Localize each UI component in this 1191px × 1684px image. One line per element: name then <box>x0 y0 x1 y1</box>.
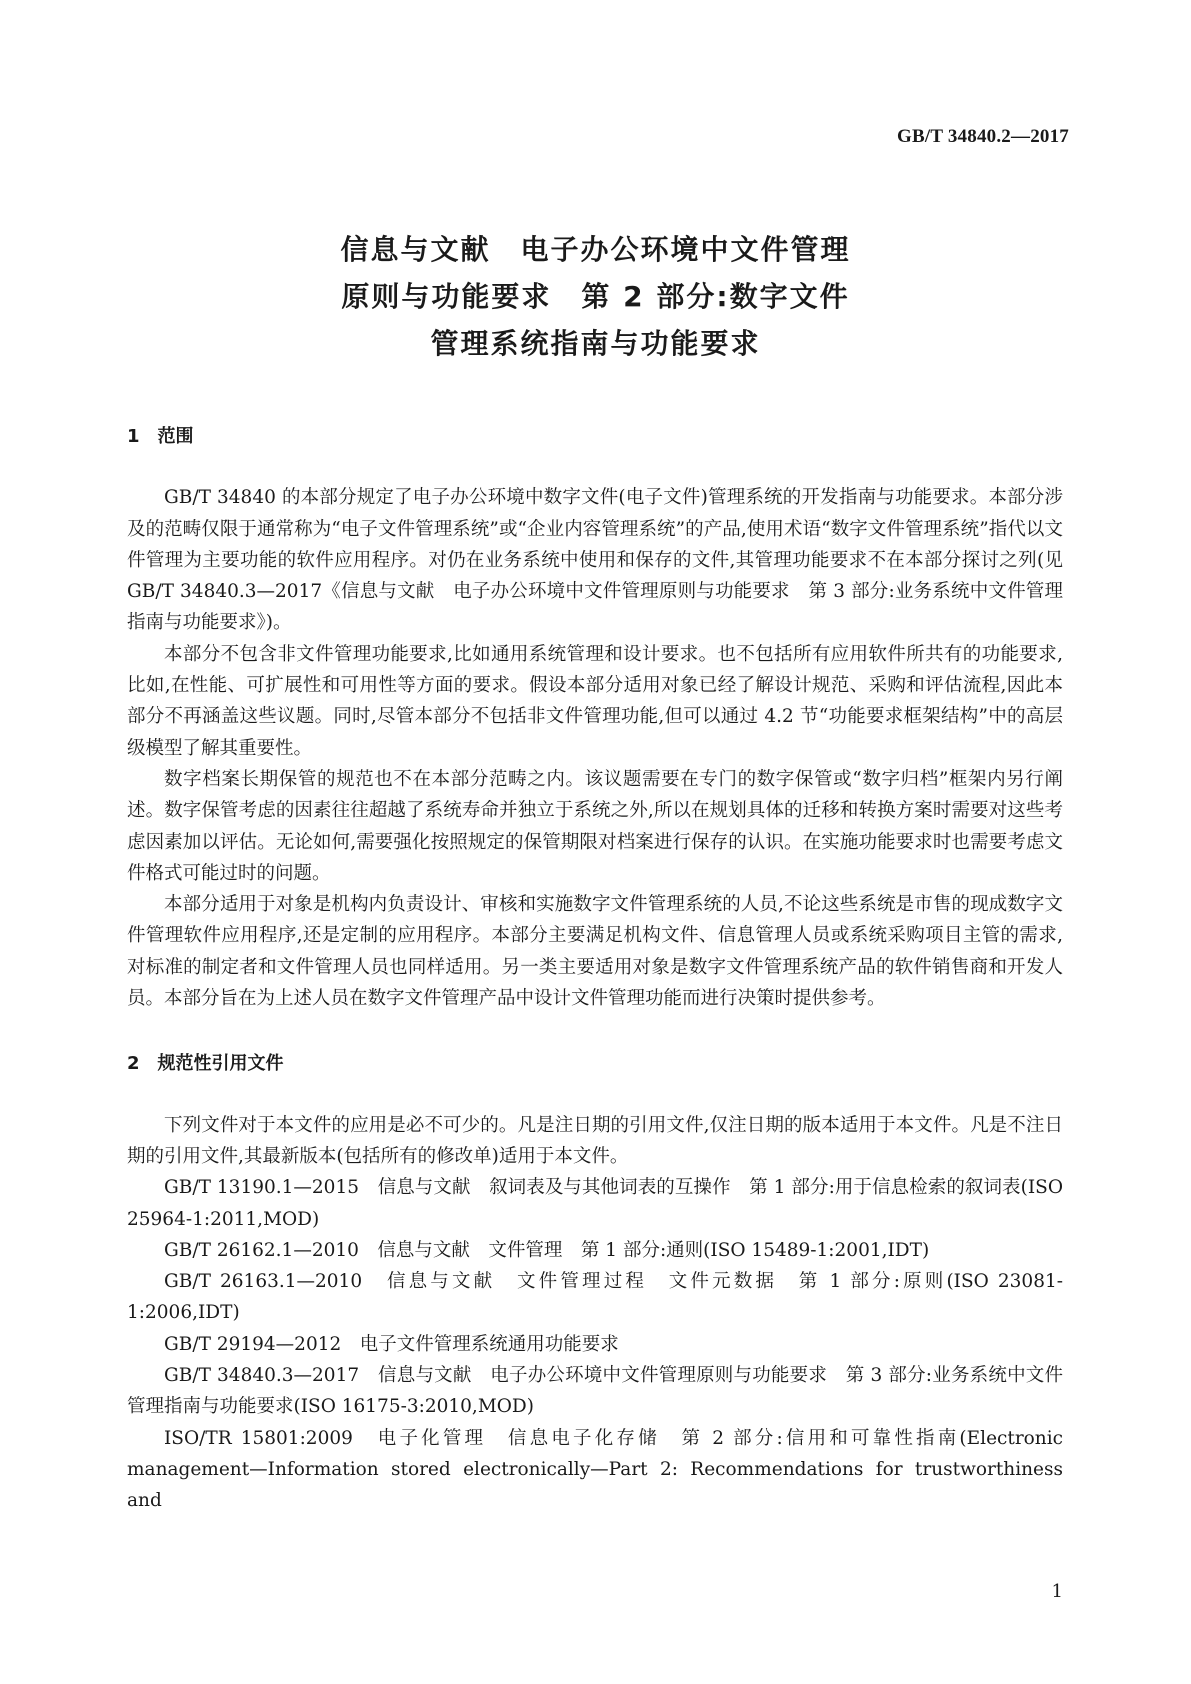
reference-item: GB/T 13190.1—2015 信息与文献 叙词表及与其他词表的互操作 第 1 部分:用于信息检索的叙词表(ISO 25964-1:2011,MOD) <box>127 1177 1069 1230</box>
title-line: 管理系统指南与功能要求 <box>430 327 761 360</box>
reference-item: GB/T 26163.1—2010 信息与文献 文件管理过程 文件元数据 第 1 部分:原则(ISO 23081-1:2006,IDT) <box>127 1271 1063 1324</box>
reference-item: GB/T 29194—2012 电子文件管理系统通用功能要求 <box>164 1333 619 1355</box>
document-title <box>0 226 1191 367</box>
reference-item: ISO/TR 15801:2009 电子化管理 信息电子化存储 第 2 部分:信用和可靠性指南(Electronic management—Information stored electronically—Part 2: Recommendations for trustworthiness and <box>127 1427 1069 1512</box>
reference-item: GB/T 26162.1—2010 信息与文献 文件管理 第 1 部分:通则(ISO 15489-1:2001,IDT) <box>164 1239 930 1261</box>
paragraph: GB/T 34840 的本部分规定了电子办公环境中数字文件(电子文件)管理系统的开发指南与功能要求。本部分涉及的范畴仅限于通常称为“电子文件管理系统”或“企业内容管理系统”的产品,使用术语“数字文件管理系统”指代以文件管理为主要功能的软件应用程序。对仍在业务系统中使用和保存的文件,其管理功能要求不在本部分探讨之列(见 GB/T 34840.3—2017《信息与文献 电子办公环境中文件管理原则与功能要求 第 3 部分:业务系统中文件管理指南与功能要求》)。 <box>127 487 1063 634</box>
section-heading-normative-references: 2 规范性引用文件 <box>127 1053 284 1075</box>
page-number: 1 <box>1051 1581 1063 1602</box>
section-heading-scope: 1 范围 <box>127 426 194 447</box>
standard-code: GB/T 34840.2—2017 <box>897 126 1069 147</box>
document-body <box>127 421 1069 1517</box>
title-line: 信息与文献 电子办公环境中文件管理 <box>340 233 851 266</box>
paragraph: 下列文件对于本文件的应用是必不可少的。凡是注日期的引用文件,仅注日期的版本适用于本文件。凡是不注日期的引用文件,其最新版本(包括所有的修改单)适用于本文件。 <box>127 1114 1063 1167</box>
title-line: 原则与功能要求 第 2 部分:数字文件 <box>341 280 850 313</box>
paragraph: 本部分适用于对象是机构内负责设计、审核和实施数字文件管理系统的人员,不论这些系统是市售的现成数字文件管理软件应用程序,还是定制的应用程序。本部分主要满足机构文件、信息管理人员或系统采购项目主管的需求,对标准的制定者和文件管理人员也同样适用。另一类主要适用对象是数字文件管理系统产品的软件销售商和开发人员。本部分旨在为上述人员在数字文件管理产品中设计文件管理功能而进行决策时提供参考。 <box>127 894 1063 1010</box>
reference-item: GB/T 34840.3—2017 信息与文献 电子办公环境中文件管理原则与功能要求 第 3 部分:业务系统中文件管理指南与功能要求(ISO 16175-3:2010,MOD) <box>127 1365 1063 1418</box>
paragraph: 本部分不包含非文件管理功能要求,比如通用系统管理和设计要求。也不包括所有应用软件所共有的功能要求,比如,在性能、可扩展性和可用性等方面的要求。假设本部分适用对象已经了解设计规范、采购和评估流程,因此本部分不再涵盖这些议题。同时,尽管本部分不包括非文件管理功能,但可以通过 4.2 节“功能要求框架结构”中的高层级模型了解其重要性。 <box>127 643 1063 759</box>
paragraph: 数字档案长期保管的规范也不在本部分范畴之内。该议题需要在专门的数字保管或“数字归档”框架内另行阐述。数字保管考虑的因素往往超越了系统寿命并独立于系统之外,所以在规划具体的迁移和转换方案时需要对这些考虑因素加以评估。无论如何,需要强化按照规定的保管期限对档案进行保存的认识。在实施功能要求时也需要考虑文件格式可能过时的问题。 <box>127 768 1063 884</box>
